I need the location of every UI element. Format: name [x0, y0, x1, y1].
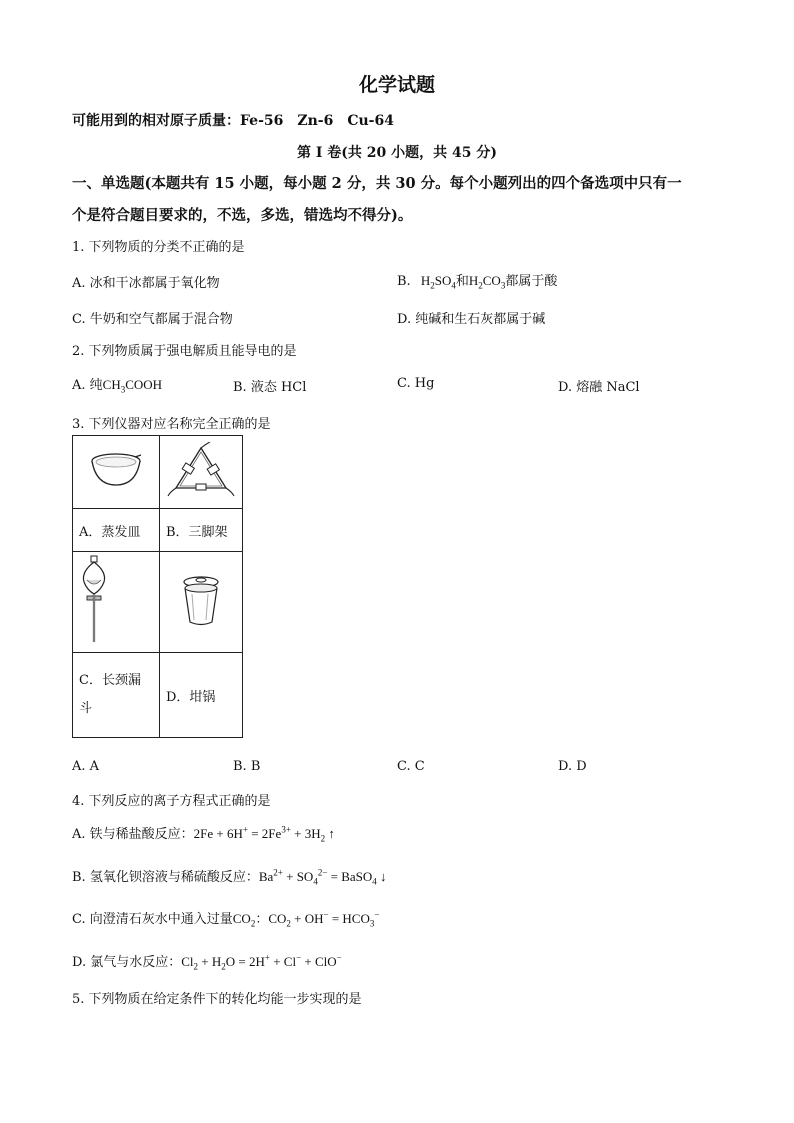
q1-option-c: C. 牛奶和空气都属于混合物: [72, 312, 233, 327]
q4-option-c-co2: $CO_2$: [232, 911, 256, 929]
q4-option-c-equation: $CO_2 + OH^- = HCO_3^-$: [268, 909, 380, 929]
instrument-label-c-line2: 斗: [79, 701, 93, 716]
q2-option-a: [72, 374, 162, 395]
q4-option-b: [72, 866, 387, 887]
crucible-image-cell: [160, 552, 243, 653]
q3-option-b: B. B: [233, 759, 261, 774]
q5-stem: 5. 下列物质在给定条件下的转化均能一步实现的是: [72, 992, 362, 1007]
q1-and: 和: [455, 274, 469, 289]
q2-option-d: D. 熔融 NaCl: [558, 380, 640, 395]
q4-option-d-equation: $Cl_2 + H_2O = 2H^+ + Cl^- + ClO^-$: [181, 952, 342, 972]
q4-option-a-prefix: A. 铁与稀盐酸反应：: [72, 827, 194, 842]
instrument-label-d: D．坩锅: [166, 689, 216, 705]
q4-option-c-prefix: C. 向澄清石灰水中通入过量: [72, 912, 233, 927]
crucible-icon: [178, 572, 224, 628]
q3-option-a: A. A: [72, 759, 100, 774]
volume-header: 第 I 卷(共 20 小题，共 45 分): [296, 145, 497, 161]
instrument-label-a: A．蒸发皿: [79, 524, 141, 540]
clay-triangle-icon: [166, 442, 236, 498]
q2-option-a-prefix: A. 纯: [72, 378, 103, 393]
q4-option-c: [72, 908, 379, 929]
instrument-label-b: B．三脚架: [166, 524, 228, 540]
q2-option-a-formula: $CH_3COOH$: [102, 377, 163, 395]
q4-option-a: [72, 823, 335, 844]
q1-option-b-suffix: 都属于酸: [505, 274, 558, 289]
page-title: 化学试题: [358, 74, 435, 96]
q1-option-d: D. 纯碱和生石灰都属于碱: [397, 312, 546, 327]
q3-option-d: D. D: [558, 759, 587, 774]
evaporating-dish-image-cell: [73, 436, 160, 509]
q2-stem: 2. 下列物质属于强电解质且能导电的是: [72, 344, 297, 359]
q3-option-c: C. C: [397, 759, 425, 774]
instrument-label-c-line1: C．长颈漏: [79, 673, 141, 688]
label-a-cell: [73, 509, 160, 552]
label-b-cell: [160, 509, 243, 552]
q2-option-c: C. Hg: [397, 376, 435, 391]
q4-option-b-equation: $Ba^{2+} + SO_4^{2-}$ = BaSO$_4$ ↓: [258, 867, 387, 887]
q4-option-d-prefix: D. 氯气与水反应：: [72, 955, 182, 970]
q2-option-b: B. 液态 HCl: [233, 380, 307, 395]
q1-option-b-formula2: $H_2CO_3$: [468, 273, 506, 291]
q1-option-b-formula: $H_2SO_4$: [420, 273, 456, 291]
q3-stem: 3. 下列仪器对应名称完全正确的是: [72, 417, 271, 432]
q4-option-d: [72, 951, 342, 972]
clay-triangle-image-cell: [160, 436, 243, 509]
separatory-funnel-icon: [77, 554, 113, 646]
label-c-cell: [73, 653, 160, 738]
q1-option-a: A. 冰和干冰都属于氧化物: [72, 276, 220, 291]
q1-option-b: [397, 270, 557, 291]
funnel-image-cell: [73, 552, 160, 653]
q1-stem: 1. 下列物质的分类不正确的是: [72, 240, 245, 255]
section1-instruction-line1: 一、单选题(本题共有 15 小题，每小题 2 分，共 30 分。每个小题列出的四个备选项中只有一: [72, 175, 682, 192]
q4-stem: 4. 下列反应的离子方程式正确的是: [72, 794, 271, 809]
label-d-cell: [160, 653, 243, 738]
q4-option-c-colon: ：: [255, 912, 269, 927]
atomic-masses: 可能用到的相对原子质量：Fe-56 Zn-6 Cu-64: [72, 113, 394, 129]
q4-option-b-prefix: B. 氢氧化钡溶液与稀硫酸反应：: [72, 870, 259, 885]
q4-option-a-equation: $2Fe + 6H^+ = 2Fe^{3+} + 3H_2$ ↑: [193, 824, 335, 844]
instrument-table: [72, 435, 243, 738]
q1-option-b-prefix: B.: [397, 274, 411, 289]
evaporating-dish-icon: [86, 447, 146, 493]
section1-instruction-line2: 个是符合题目要求的，不选，多选，错选均不得分)。: [72, 207, 413, 224]
